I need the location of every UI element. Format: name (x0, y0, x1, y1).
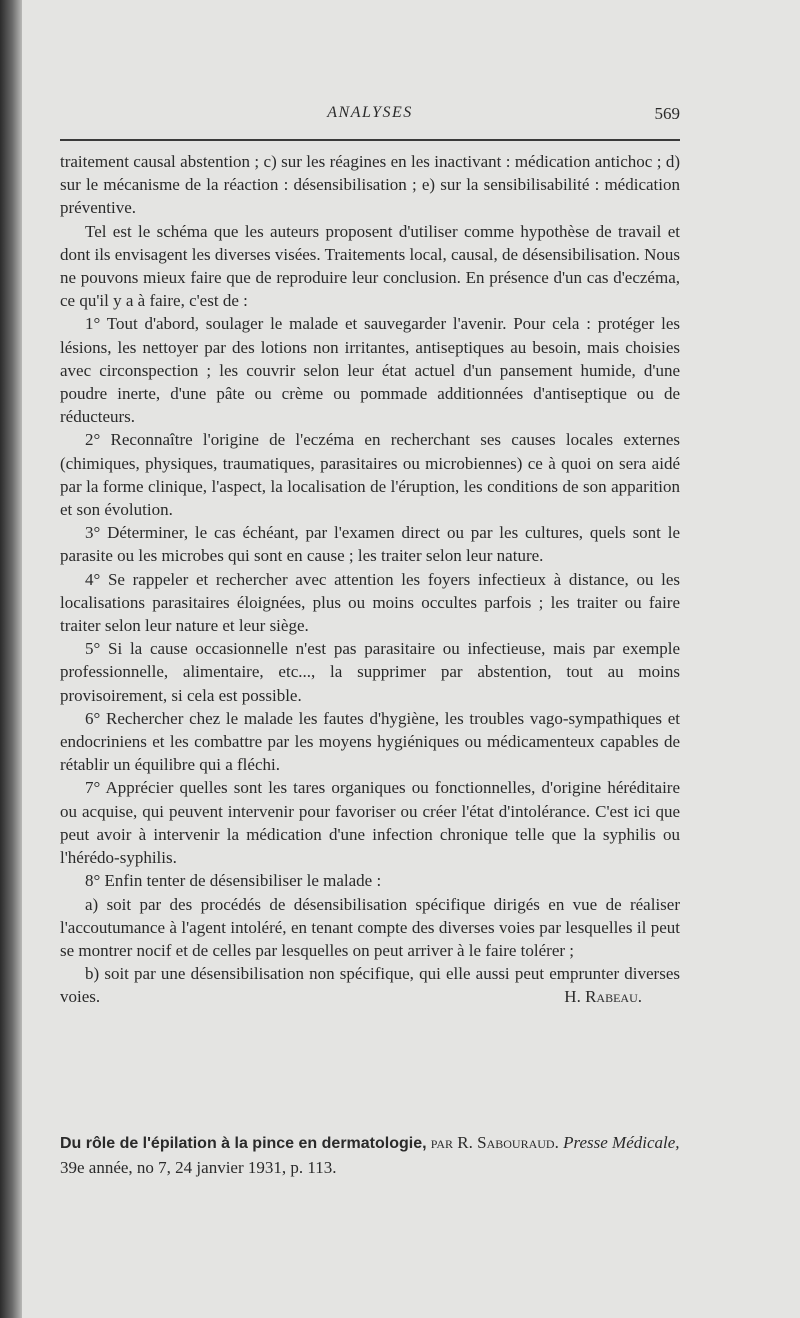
paragraph: Tel est le schéma que les auteurs proposent d'utiliser comme hypothèse de travail et dont ils envisagent les diverses visées. Traitements local, causal, de désensibilisation. Nous ne pouvons mieux faire que de reproduire leur conclusion. En présence d'un cas d'eczéma, ce qu'il y a à faire, c'est de : (60, 221, 680, 311)
paragraph: 5° Si la cause occasionnelle n'est pas parasitaire ou infectieuse, mais par exemple professionnelle, alimentaire, etc..., la supprimer par abstention, tout au moins provisoirement, si cela est possible. (60, 639, 680, 705)
paragraph: 7° Apprécier quelles sont les tares organiques ou fonctionnelles, d'origine héréditaire ou acquise, qui peuvent intervenir pour favoriser ou créer l'état d'intolérance. C'est ici que peut avoir à intervenir la médication d'une infection chronique telle que la syphilis ou l'hérédo-syphilis. (60, 778, 680, 868)
bibliography-author: par R. Sabouraud. (430, 1133, 559, 1152)
bibliography-title: Du rôle de l'épilation à la pince en dermatologie, (60, 1135, 427, 1152)
book-gutter (0, 0, 22, 1318)
paragraph: 6° Rechercher chez le malade les fautes d'hygiène, les troubles vago-sympathiques et endocriniens et les combattre par les moyens hygiéniques ou médicamenteux capables de rétablir un équilibre qui a fléchi. (60, 708, 680, 775)
paragraph: 8° Enfin tenter de désensibiliser le malade : (85, 871, 382, 891)
paragraph: 2° Reconnaître l'origine de l'eczéma en recherchant ses causes locales externes (chimiques, physiques, traumatiques, parasitaires ou microbiennes) ce à quoi on sera aidé par la forme clinique, l'aspect, la localisation de l'éruption, les conditions de son apparition et son évolution. (60, 430, 680, 520)
author-signature: H. Rabeau. (564, 987, 642, 1007)
running-title: ANALYSES (327, 104, 413, 121)
header-rule (60, 139, 680, 141)
paragraph: 3° Déterminer, le cas échéant, par l'examen direct ou par les cultures, quels sont le parasite ou les microbes qui sont en cause ; les traiter selon leur nature. (60, 523, 680, 566)
paragraph: a) soit par des procédés de désensibilisation spécifique dirigés en vue de réaliser l'accoutumance à l'agent intoléré, en tenant compte des diverses voies par lesquelles il peut se montrer nocif et de celles par lesquelles on peut arriver à le faire tolérer ; (60, 894, 680, 960)
paragraph: traitement causal abstention ; c) sur les réagines en les inactivant : médication antichoc ; d) sur le mécanisme de la réaction : désensibilisation ; e) sur la sensibilisabilité : médication préventive. (60, 152, 680, 218)
paragraph: 4° Se rappeler et rechercher avec attention les foyers infectieux à distance, ou les localisations parasitaires éloignées, plus ou moins occultes parfois ; les traiter ou faire traiter selon leur nature et leur siège. (60, 569, 680, 636)
last-paragraph (60, 962, 680, 1008)
bibliography-entry (60, 1131, 680, 1180)
paragraph: 1° Tout d'abord, soulager le malade et sauvegarder l'avenir. Pour cela : protéger les lésions, les nettoyer par des lotions non irritantes, antiseptiques au besoin, mais choisies avec circonspection ; les couvrir selon leur état actuel d'un pansement humide, d'une poudre inerte, d'une pâte ou crème ou pommade additionnées d'antiseptique ou de réducteurs. (60, 314, 680, 427)
page-number: 569 (654, 104, 680, 123)
article-body (60, 150, 680, 1009)
bibliography-journal: Presse Médicale, (563, 1133, 680, 1152)
last-paragraph-text: b) soit par une désensibilisation non spécifique, qui elle aussi peut emprunter diverses voies. (60, 964, 680, 1007)
bibliography-details: 39e année, no 7, 24 janvier 1931, p. 113. (60, 1158, 337, 1177)
page-header (60, 104, 680, 128)
